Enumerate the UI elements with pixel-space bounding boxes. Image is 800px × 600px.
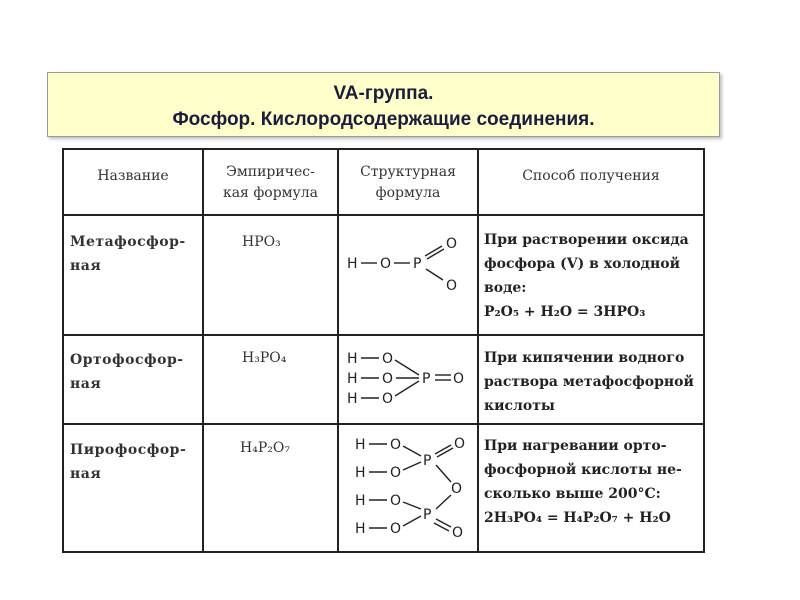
atom-p: P (423, 507, 432, 523)
bond (426, 269, 443, 280)
atom-p: P (423, 453, 432, 469)
atom-o: O (390, 493, 402, 509)
bond (437, 448, 453, 457)
atom-h: H (355, 465, 366, 481)
atom-o: O (382, 371, 394, 387)
table-border-left (62, 148, 64, 553)
row-pyrophosphoric-empirical: H₄P₂O₇ (240, 440, 290, 456)
table-border-top (62, 148, 705, 150)
atom-h: H (347, 371, 358, 387)
atom-o: O (454, 436, 466, 452)
row-metaphosphoric-name: Метафосфор- ная (70, 234, 186, 274)
header-structural: Структурная формула (360, 164, 456, 201)
atom-o: O (390, 465, 402, 481)
row-metaphosphoric-method: При растворении оксида фосфора (V) в холодной воде: P₂O₅ + H₂O = 3HPO₃ (484, 232, 689, 320)
row-pyrophosphoric-method: При нагревании орто- фосфорной кислоты не- сколько выше 200°C: 2H₃PO₄ = H₄P₂O₇ + H₂O (484, 438, 682, 526)
bond (403, 516, 421, 526)
header-method: Способ получения (522, 168, 660, 184)
structural-formula-metaphosphoric (339, 216, 477, 334)
column-divider (477, 148, 479, 553)
title-subject: Фосфор. Кислородсодержащие соединения. (172, 109, 595, 130)
structural-formula-orthophosphoric (339, 336, 477, 423)
bond (435, 445, 451, 454)
atom-h: H (355, 437, 366, 453)
bond (403, 446, 421, 456)
atom-o: O (390, 521, 402, 537)
header-empirical: Эмпиричес- кая формула (222, 164, 319, 201)
bond (436, 465, 451, 482)
structural-formula-pyrophosphoric (339, 425, 477, 551)
atom-h: H (355, 521, 366, 537)
atom-o: O (390, 437, 402, 453)
table-border-right (703, 148, 705, 553)
atom-o: O (452, 525, 464, 541)
row-metaphosphoric-empirical: HPO₃ (242, 234, 281, 250)
bond (403, 502, 421, 509)
atom-o: O (451, 481, 463, 497)
table-border-bottom (62, 551, 705, 553)
atom-o: O (380, 256, 392, 272)
atom-h: H (347, 351, 358, 367)
row-orthophosphoric-method: При кипячении водного раствора метафосфорной кислоты (484, 350, 694, 414)
atom-h: H (355, 493, 366, 509)
title-group: VA-группа. (333, 83, 434, 104)
compounds-table (62, 148, 705, 553)
atom-h: H (347, 391, 358, 407)
bond (395, 381, 419, 396)
bond (395, 360, 419, 375)
column-divider (202, 148, 204, 553)
atom-o: O (382, 351, 394, 367)
atom-o: O (453, 371, 465, 387)
slide-title-box (47, 72, 720, 137)
atom-p: P (413, 256, 422, 272)
atom-o: O (446, 236, 458, 252)
row-pyrophosphoric-name: Пирофосфор- ная (70, 442, 187, 482)
bond (436, 495, 451, 509)
atom-h: H (347, 256, 358, 272)
atom-p: P (422, 371, 431, 387)
header-name: Название (97, 168, 169, 184)
row-orthophosphoric-empirical: H₃PO₄ (242, 350, 287, 366)
row-orthophosphoric-name: Ортофосфор- ная (70, 352, 184, 392)
bond (403, 462, 421, 470)
atom-o: O (382, 391, 394, 407)
atom-o: O (446, 278, 458, 294)
